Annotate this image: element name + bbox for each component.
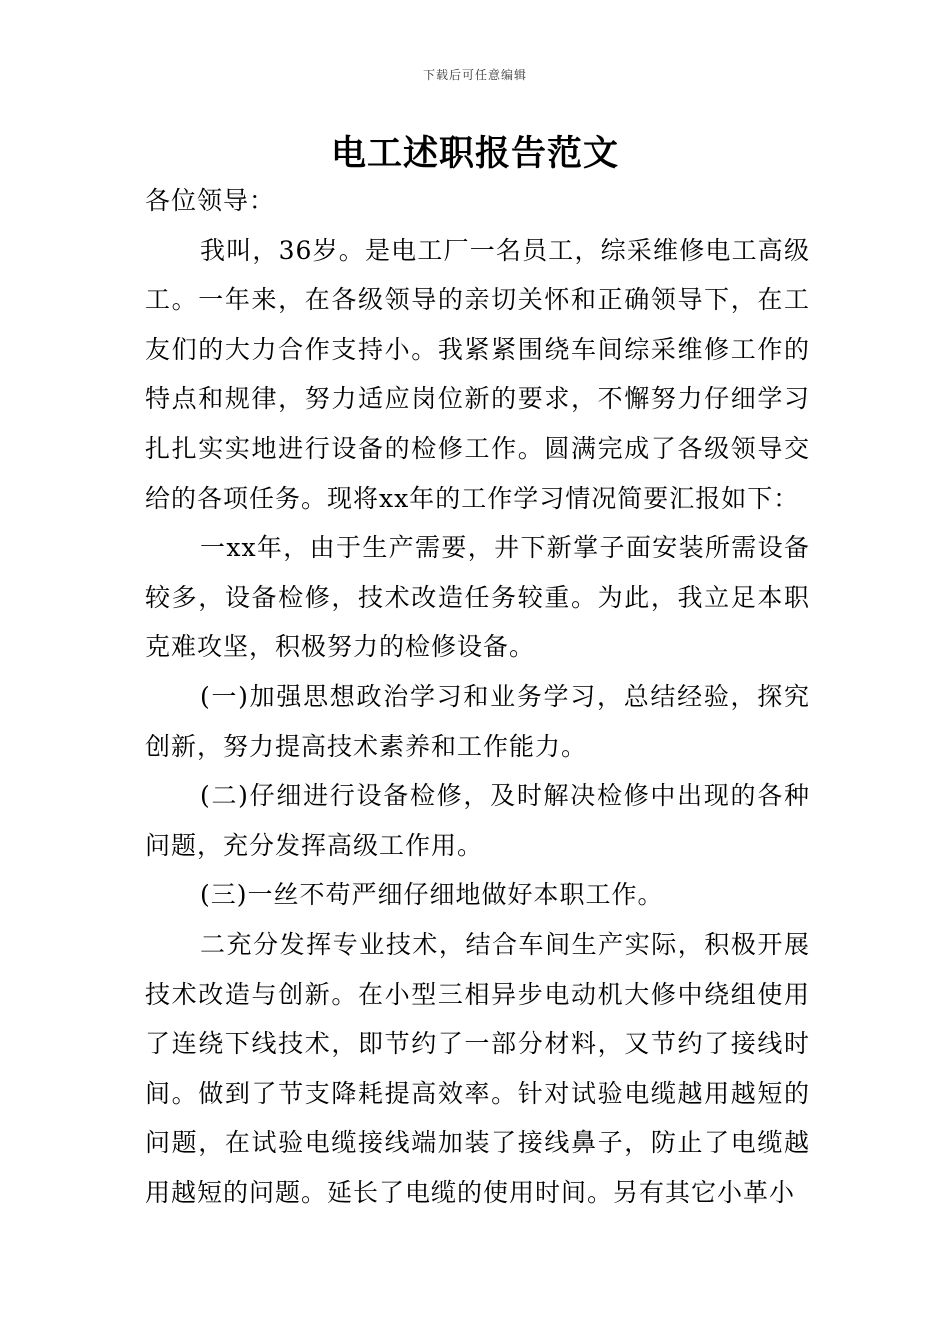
document-body <box>145 176 810 1217</box>
paragraph-section-one: 一xx年，由于生产需要，井下新掌子面安装所需设备较多，设备检修，技术改造任务较重。为此，我立足本职克难攻坚，积极努力的检修设备。 <box>145 533 810 662</box>
paragraph-item-two: (二)仔细进行设备检修，及时解决检修中出现的各种问题，充分发挥高级工作用。 <box>145 781 810 860</box>
paragraph-item-one: (一)加强思想政治学习和业务学习，总结经验，探究创新，努力提高技术素养和工作能力。 <box>145 681 810 761</box>
paragraph-intro: 我叫，36岁。是电工厂一名员工，综采维修电工高级工。一年来，在各级领导的亲切关怀和正确领导下，在工友们的大力合作支持小。我紧紧围绕车间综采维修工作的特点和规律，努力适应岗位新的要求，不懈努力仔细学习扎扎实实地进行设备的检修工作。圆满完成了各级领导交给的各项任务。现将xx年的工作学习情况简要汇报如下： <box>145 235 810 513</box>
paragraph-item-three: (三)一丝不苟严细仔细地做好本职工作。 <box>200 880 664 910</box>
document-title: 电工述职报告范文 <box>330 134 619 174</box>
header-note: 下载后可任意编辑 <box>422 68 527 82</box>
paragraph-section-two: 二充分发挥专业技术，结合车间生产实际，积极开展技术改造与创新。在小型三相异步电动机大修中绕组使用了连绕下线技术，即节约了一部分材料，又节约了接线时间。做到了节支降耗提高效率。针对试验电缆越用越短的问题，在试验电缆接线端加装了接线鼻子，防止了电缆越用越短的问题。延长了电缆的使用时间。另有其它小革小 <box>145 929 810 1207</box>
salutation: 各位领导： <box>145 186 276 215</box>
